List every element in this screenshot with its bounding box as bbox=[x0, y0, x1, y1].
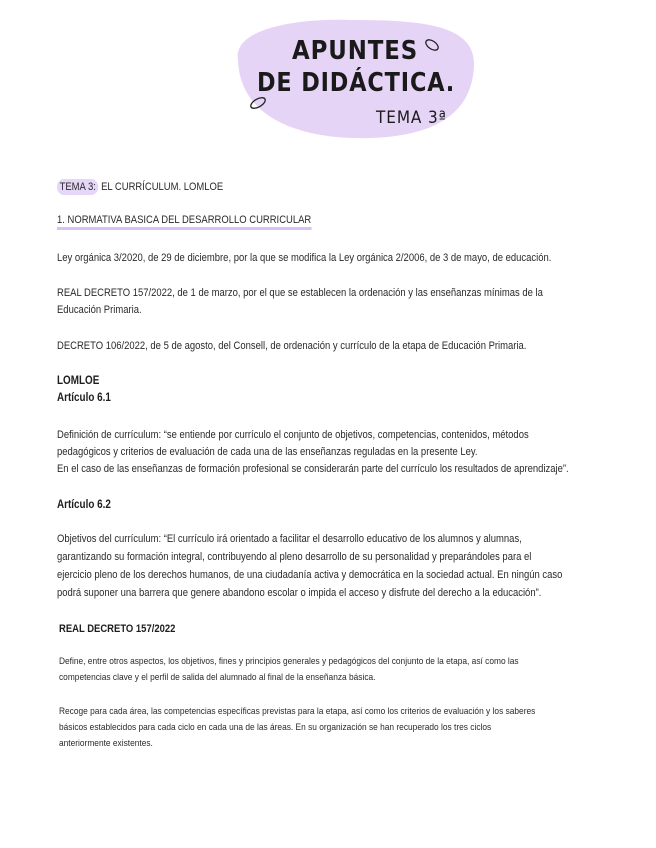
header bbox=[0, 0, 656, 160]
subtitle: TEMA 3ª bbox=[376, 108, 447, 128]
article-6-2-line-2: garantizando su formación integral, contribuyendo al pleno desarrollo de su personalidad y preparándoles para el bbox=[57, 551, 532, 563]
article-6-2-title: Artículo 6.2 bbox=[57, 499, 111, 511]
real-decreto-title: REAL DECRETO 157/2022 bbox=[59, 623, 176, 635]
article-6-2-line-3: ejercicio pleno de los derechos humanos, de una ciudadanía activa y democrática en la sociedad actual. En ningún caso bbox=[57, 569, 563, 581]
real-decreto-para2-line-1: Recoge para cada área, las competencias específicas previstas para la etapa, así como los criterios de evaluación y los saberes bbox=[59, 706, 536, 717]
title-line-1: APUNTES bbox=[292, 36, 419, 66]
section-tag-prefix: TEMA 3: bbox=[57, 179, 98, 195]
law-2-line-2: Educación Primaria. bbox=[57, 304, 142, 316]
article-6-2-line-4: podrá suponer una barrera que genere abandono escolar o impida el acceso y disfrute del derecho a la educación”. bbox=[57, 587, 542, 599]
law-2-line-1: REAL DECRETO 157/2022, de 1 de marzo, por el que se establecen la ordenación y las enseñanzas mínimas de la bbox=[57, 287, 543, 299]
title-line-2: DE DIDÁCTICA. bbox=[257, 68, 456, 98]
law-3: DECRETO 106/2022, de 5 de agosto, del Consell, de ordenación y currículo de la etapa de Educación Primaria. bbox=[57, 340, 527, 352]
real-decreto-para1-line-2: competencias clave y el perfil de salida del alumnado al final de la enseñanza básica. bbox=[59, 672, 376, 683]
heading-normativa bbox=[57, 212, 311, 229]
section-tag bbox=[57, 179, 223, 196]
article-6-1-line-2: pedagógicos y criterios de evaluación de cada una de las enseñanzas reguladas en la presente Ley. bbox=[57, 446, 478, 458]
article-6-1-line-3: En el caso de las enseñanzas de formación profesional se considerarán parte del currículo los resultados de aprendizaje”. bbox=[57, 463, 569, 475]
law-1: Ley orgánica 3/2020, de 29 de diciembre, por la que se modifica la Ley orgánica 2/2006, de 3 de mayo, de educación. bbox=[57, 252, 552, 264]
article-6-1-line-1: Definición de currículum: “se entiende por currículo el conjunto de objetivos, competencias, contenidos, métodos bbox=[57, 429, 529, 441]
article-6-1-title: Artículo 6.1 bbox=[57, 392, 111, 404]
lomloe-title: LOMLOE bbox=[57, 375, 100, 387]
real-decreto-para1-line-1: Define, entre otros aspectos, los objetivos, fines y principios generales y pedagógicos del conjunto de la etapa, así como las bbox=[59, 656, 519, 667]
section-tag-text: EL CURRÍCULUM. LOMLOE bbox=[98, 181, 224, 193]
real-decreto-para2-line-2: básicos establecidos para cada ciclo en cada una de las áreas. En su organización se han recuperado los tres ciclos bbox=[59, 722, 492, 733]
article-6-2-line-1: Objetivos del currículum: “El currículo irá orientado a facilitar el desarrollo educativo de los alumnos y alumnas, bbox=[57, 533, 522, 545]
heading-normativa-text: 1. NORMATIVA BASICA DEL DESARROLLO CURRICULAR bbox=[57, 214, 311, 230]
real-decreto-para2-line-3: anteriormente existentes. bbox=[59, 738, 153, 749]
